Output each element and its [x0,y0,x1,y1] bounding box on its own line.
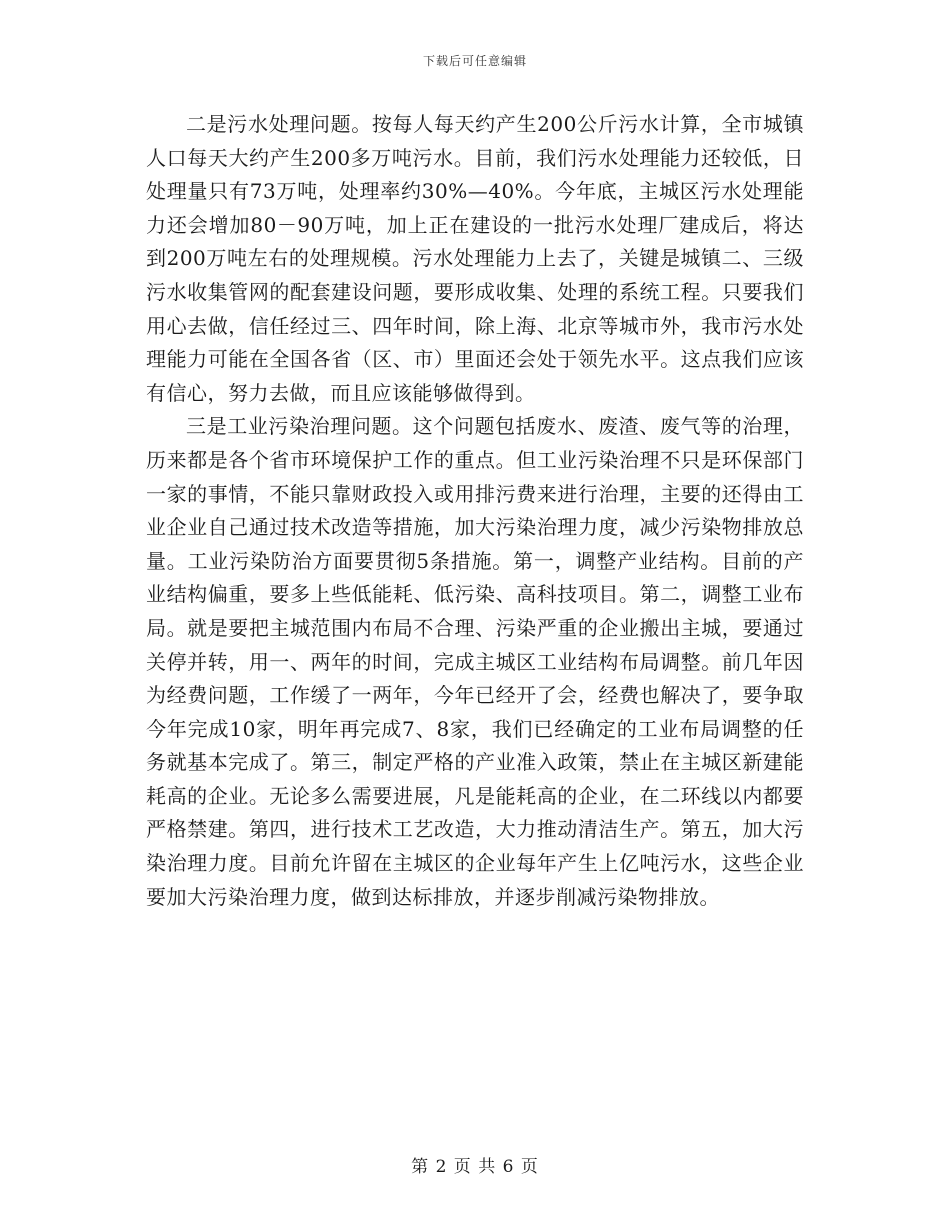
paragraph-industrial-pollution: 三是工业污染治理问题。这个问题包括废水、废渣、废气等的治理，历来都是各个省市环境保护工作的重点。但工业污染治理不只是环保部门一家的事情，不能只靠财政投入或用排污费来进行治理，主要的还得由工业企业自己通过技术改造等措施，加大污染治理力度，减少污染物排放总量。工业污染防治方面要贯彻5条措施。第一，调整产业结构。目前的产业结构偏重，要多上些低能耗、低污染、高科技项目。第二，调整工业布局。就是要把主城范围内布局不合理、污染严重的企业搬出主城，要通过关停并转，用一、两年的时间，完成主城区工业结构布局调整。前几年因为经费问题，工作缓了一两年，今年已经开了会，经费也解决了，要争取今年完成10家，明年再完成7、8家，我们已经确定的工业布局调整的任务就基本完成了。第三，制定严格的产业准入政策，禁止在主城区新建能耗高的企业。无论多么需要进展，凡是能耗高的企业，在二环线以内都要严格禁建。第四，进行技术工艺改造，大力推动清洁生产。第五，加大污染治理力度。目前允许留在主城区的企业每年产生上亿吨污水，这些企业要加大污染治理力度，做到达标排放，并逐步削减污染物排放。 [146,414,804,909]
paragraph-sewage-treatment: 二是污水处理问题。按每人每天约产生200公斤污水计算，全市城镇人口每天大约产生200多万吨污水。目前，我们污水处理能力还较低，日处理量只有73万吨，处理率约30%—40%。今年底，主城区污水处理能力还会增加80－90万吨，加上正在建设的一批污水处理厂建成后，将达到200万吨左右的处理规模。污水处理能力上去了，关键是城镇二、三级污水收集管网的配套建设问题，要形成收集、处理的系统工程。只要我们用心去做，信任经过三、四年时间，除上海、北京等城市外，我市污水处理能力可能在全国各省（区、市）里面还会处于领先水平。这点我们应该有信心，努力去做，而且应该能够做得到。 [146,112,804,405]
page-number: 第 2 页 共 6 页 [411,1157,539,1177]
page-header: 下载后可任意编辑 [422,54,527,68]
document-body [146,108,804,914]
